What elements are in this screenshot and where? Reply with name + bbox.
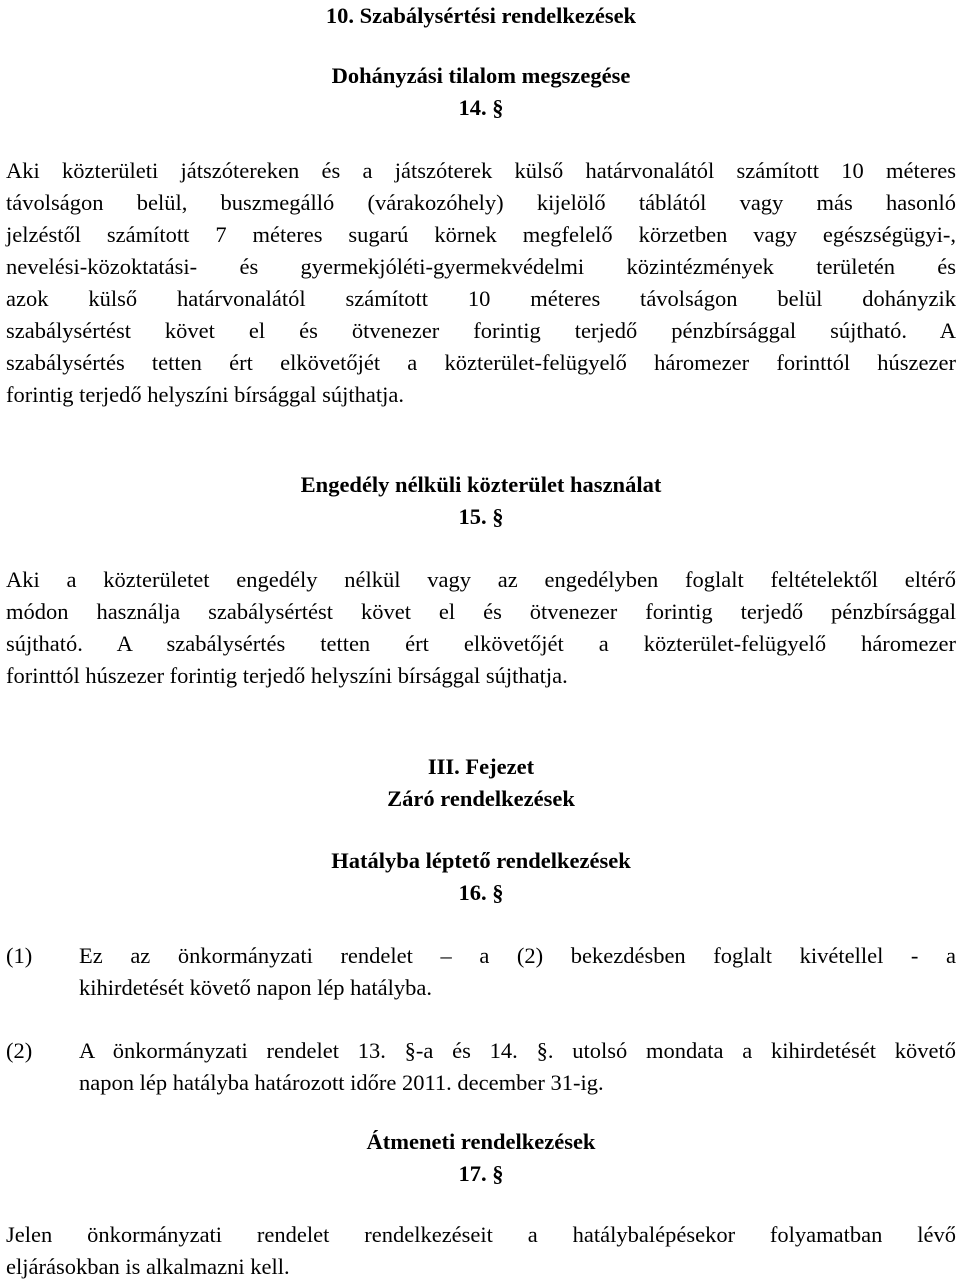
- chapter-subtitle: Záró rendelkezések: [387, 786, 575, 811]
- paragraph-number: 16. §: [458, 880, 504, 905]
- body-line: Jelen önkormányzati rendelet rendelkezéseit a hatálybalépésekor folyamatban lévő: [6, 1222, 956, 1247]
- item-line: napon lép hatályba határozott időre 2011. december 31-ig.: [79, 1070, 604, 1095]
- body-line: azok külső határvonalától számított 10 méteres távolságon belül dohányzik: [6, 286, 956, 311]
- chapter-title: 10. Szabálysértési rendelkezések: [325, 3, 637, 28]
- paragraph-number: 14. §: [458, 95, 504, 120]
- body-line: szabálysértés tetten ért elkövetőjét a közterület-felügyelő háromezer forinttól húszezer: [6, 350, 956, 375]
- section-heading: Engedély nélküli közterület használat: [300, 472, 662, 497]
- body-line: forinttól húszezer forintig terjedő helyszíni bírsággal sújthatja.: [6, 663, 568, 688]
- body-line: sújtható. A szabálysértés tetten ért elkövetőjét a közterület-felügyelő háromezer: [6, 631, 956, 656]
- body-line: Aki a közterületet engedély nélkül vagy az engedélyben foglalt feltételektől eltérő: [6, 567, 956, 592]
- item-number: (1): [6, 943, 33, 968]
- body-line: nevelési-közoktatási- és gyermekjóléti-gyermekvédelmi közintézmények területén és: [6, 254, 956, 279]
- section-heading: Dohányzási tilalom megszegése: [331, 63, 631, 88]
- paragraph-number: 17. §: [458, 1161, 504, 1186]
- item-line: Ez az önkormányzati rendelet – a (2) bekezdésben foglalt kivétellel - a: [79, 943, 956, 968]
- body-line: Aki közterületi játszótereken és a játszóterek külső határvonalától számított 10 méteres: [6, 158, 956, 183]
- chapter-title: III. Fejezet: [427, 754, 535, 779]
- body-line: forintig terjedő helyszíni bírsággal sújthatja.: [6, 382, 405, 407]
- item-line: A önkormányzati rendelet 13. §-a és 14. §. utolsó mondata a kihirdetését követő: [79, 1038, 956, 1063]
- body-line: szabálysértést követ el és ötvenezer forintig terjedő pénzbírsággal sújtható. A: [6, 318, 956, 343]
- section-heading: Átmeneti rendelkezések: [366, 1129, 596, 1154]
- body-line: jelzéstől számított 7 méteres sugarú körnek megfelelő körzetben vagy egészségügyi-,: [6, 222, 956, 247]
- item-number: (2): [6, 1038, 33, 1063]
- item-line: kihirdetését követő napon lép hatályba.: [79, 975, 433, 1000]
- section-heading: Hatályba léptető rendelkezések: [331, 848, 631, 873]
- body-line: távolságon belül, buszmegálló (várakozóhely) kijelölő táblától vagy más hasonló: [6, 190, 956, 215]
- paragraph-number: 15. §: [458, 504, 504, 529]
- body-line: eljárásokban is alkalmazni kell.: [6, 1254, 290, 1279]
- body-line: módon használja szabálysértést követ el és ötvenezer forintig terjedő pénzbírsággal: [6, 599, 956, 624]
